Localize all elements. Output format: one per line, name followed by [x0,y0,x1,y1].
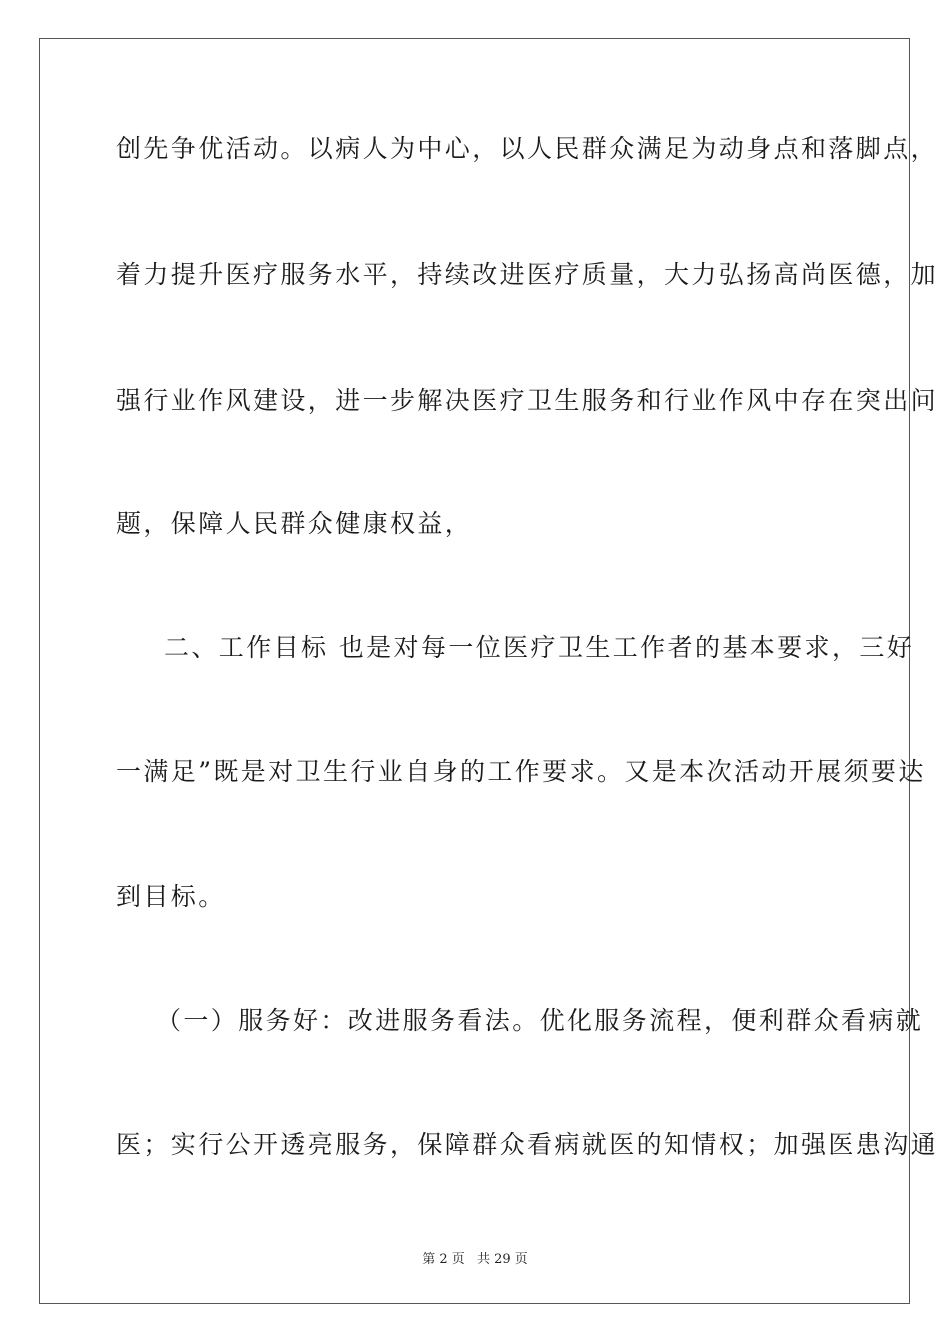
body-text-line-1: 创先争优活动。以病人为中心，以人民群众满足为动身点和落脚点， [116,134,939,163]
page-footer [0,1248,950,1267]
page-total: 共 29 页 [476,1252,528,1267]
page-number: 第 2 页 [422,1252,465,1267]
page-border [39,38,939,1304]
body-text-line-6: 一满足”既是对卫生行业自身的工作要求。又是本次活动开展须要达 [116,757,926,786]
body-text-line-9: 医；实行公开透亮服务，保障群众看病就医的知情权；加强医患沟通 [116,1130,939,1159]
body-text-line-7: 到目标。 [116,882,226,911]
body-text-line-3: 强行业作风建设，进一步解决医疗卫生服务和行业作风中存在突出问 [116,386,939,415]
body-text-line-4: 题，保障人民群众健康权益， [116,509,473,538]
subsection-service-good: （一）服务好：改进服务看法。优化服务流程，便利群众看病就 [156,1006,924,1035]
section-heading-work-goals: 二、工作目标 也是对每一位医疗卫生工作者的基本要求，三好 [164,633,915,662]
body-text-line-2: 着力提升医疗服务水平，持续改进医疗质量，大力弘扬高尚医德，加 [116,260,939,289]
